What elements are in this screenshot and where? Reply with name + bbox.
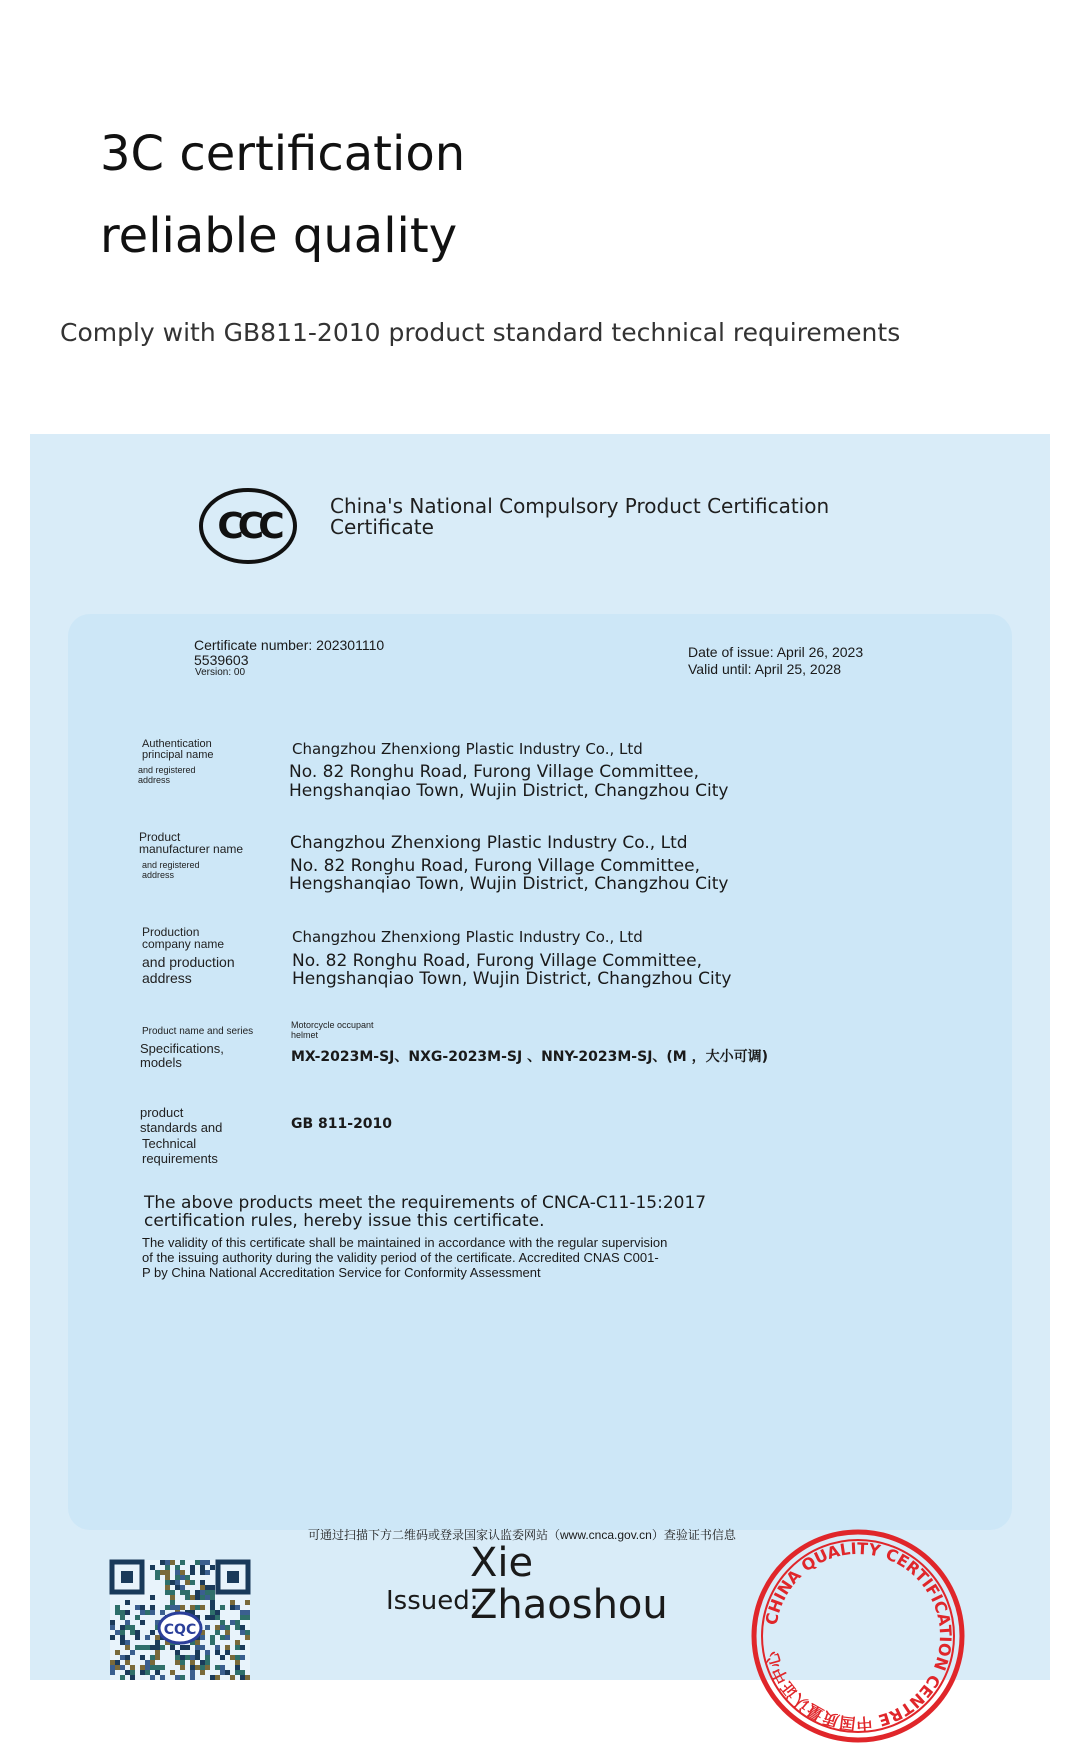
product-label: Product name and series xyxy=(142,1026,254,1037)
certificate-number: Certificate number: 202301110 xyxy=(194,637,385,653)
row2-name: Changzhou Zhenxiong Plastic Industry Co., Ltd xyxy=(290,833,688,853)
row1-sublabel-b: address xyxy=(138,775,171,785)
page-title-line-1: 3C certification xyxy=(100,126,466,182)
product-name-a: Motorcycle occupant xyxy=(291,1020,374,1030)
validity-line-1: The validity of this certificate shall be maintained in accordance with the regular supervision xyxy=(142,1235,668,1250)
certificate xyxy=(30,434,1050,1734)
row1-name: Changzhou Zhenxiong Plastic Industry Co., Ltd xyxy=(292,740,643,758)
svg-text:CQC: CQC xyxy=(163,1622,197,1638)
row3-address-2: Hengshanqiao Town, Wujin District, Changzhou City xyxy=(292,969,732,989)
certificate-title: China's National Compulsory Product Certification Certificate xyxy=(330,494,830,539)
issue-date: Date of issue: April 26, 2023 xyxy=(688,644,864,660)
row2-label-a: Product xyxy=(139,830,181,844)
issued-label: Issued: xyxy=(386,1586,479,1616)
row2-address-2: Hengshanqiao Town, Wujin District, Changzhou City xyxy=(289,874,729,894)
std-label-c: Technical xyxy=(142,1136,197,1151)
product-name-b: helmet xyxy=(291,1030,319,1040)
standard-value: GB 811-2010 xyxy=(291,1116,393,1132)
spec-label-b: models xyxy=(140,1055,182,1070)
row1-label-a: Authentication xyxy=(142,738,212,750)
signer-line-1: Xie xyxy=(470,1540,534,1586)
product-models: MX-2023M-SJ、NXG-2023M-SJ 、NNY-2023M-SJ、(M ，大小可调) xyxy=(291,1049,769,1065)
statement-line-1: The above products meet the requirements of CNCA-C11-15:2017 xyxy=(144,1193,707,1213)
row1-sublabel-a: and registered xyxy=(138,765,196,775)
row3-label-a: Production xyxy=(142,925,200,939)
row3-label-b: company name xyxy=(142,937,225,951)
row1-label-b: principal name xyxy=(142,749,214,761)
std-label-a: product xyxy=(140,1105,184,1120)
validity-line-3: P by China National Accreditation Service for Conformity Assessment xyxy=(142,1265,541,1280)
row2-sublabel-b: address xyxy=(142,870,175,880)
std-label-b: standards and xyxy=(140,1120,223,1135)
certificate-version: Version: 00 xyxy=(195,667,246,678)
std-label-d: requirements xyxy=(142,1151,218,1166)
svg-text:CCC: CCC xyxy=(217,506,279,547)
signer-line-2: Zhaoshou xyxy=(470,1582,668,1628)
row3-name: Changzhou Zhenxiong Plastic Industry Co., Ltd xyxy=(292,928,643,946)
standard-subtitle: Comply with GB811-2010 product standard technical requirements xyxy=(60,318,901,347)
ccc-logo-icon xyxy=(198,486,298,566)
spec-label-a: Specifications, xyxy=(140,1041,224,1056)
row3-address-1: No. 82 Ronghu Road, Furong Village Committee, xyxy=(292,951,702,971)
validity-line-2: of the issuing authority during the validity period of the certificate. Accredited CNAS C001- xyxy=(142,1250,659,1265)
qr-code-icon xyxy=(110,1560,250,1680)
page-title-line-2: reliable quality xyxy=(100,208,458,264)
svg-text:CHINA QUALITY CERTIFICATION CE: CHINA QUALITY CERTIFICATION CENTRE 中国质量认证中心 xyxy=(761,1538,956,1734)
verification-note: 可通过扫描下方二维码或登录国家认监委网站（www.cnca.gov.cn）查验证书信息 xyxy=(308,1528,736,1542)
statement-line-2: certification rules, hereby issue this certificate. xyxy=(144,1211,545,1231)
row2-address-1: No. 82 Ronghu Road, Furong Village Committee, xyxy=(290,856,700,876)
row1-address-1: No. 82 Ronghu Road, Furong Village Committee, xyxy=(289,762,699,782)
valid-until: Valid until: April 25, 2028 xyxy=(688,661,842,677)
row3-sublabel-a: and production xyxy=(142,954,235,970)
row3-sublabel-b: address xyxy=(142,970,192,986)
row2-sublabel-a: and registered xyxy=(142,860,200,870)
row2-label-b: manufacturer name xyxy=(139,842,244,856)
row1-address-2: Hengshanqiao Town, Wujin District, Changzhou City xyxy=(289,781,729,801)
certificate-number-cont: 5539603 xyxy=(194,652,249,668)
certification-seal-icon xyxy=(748,1526,968,1746)
